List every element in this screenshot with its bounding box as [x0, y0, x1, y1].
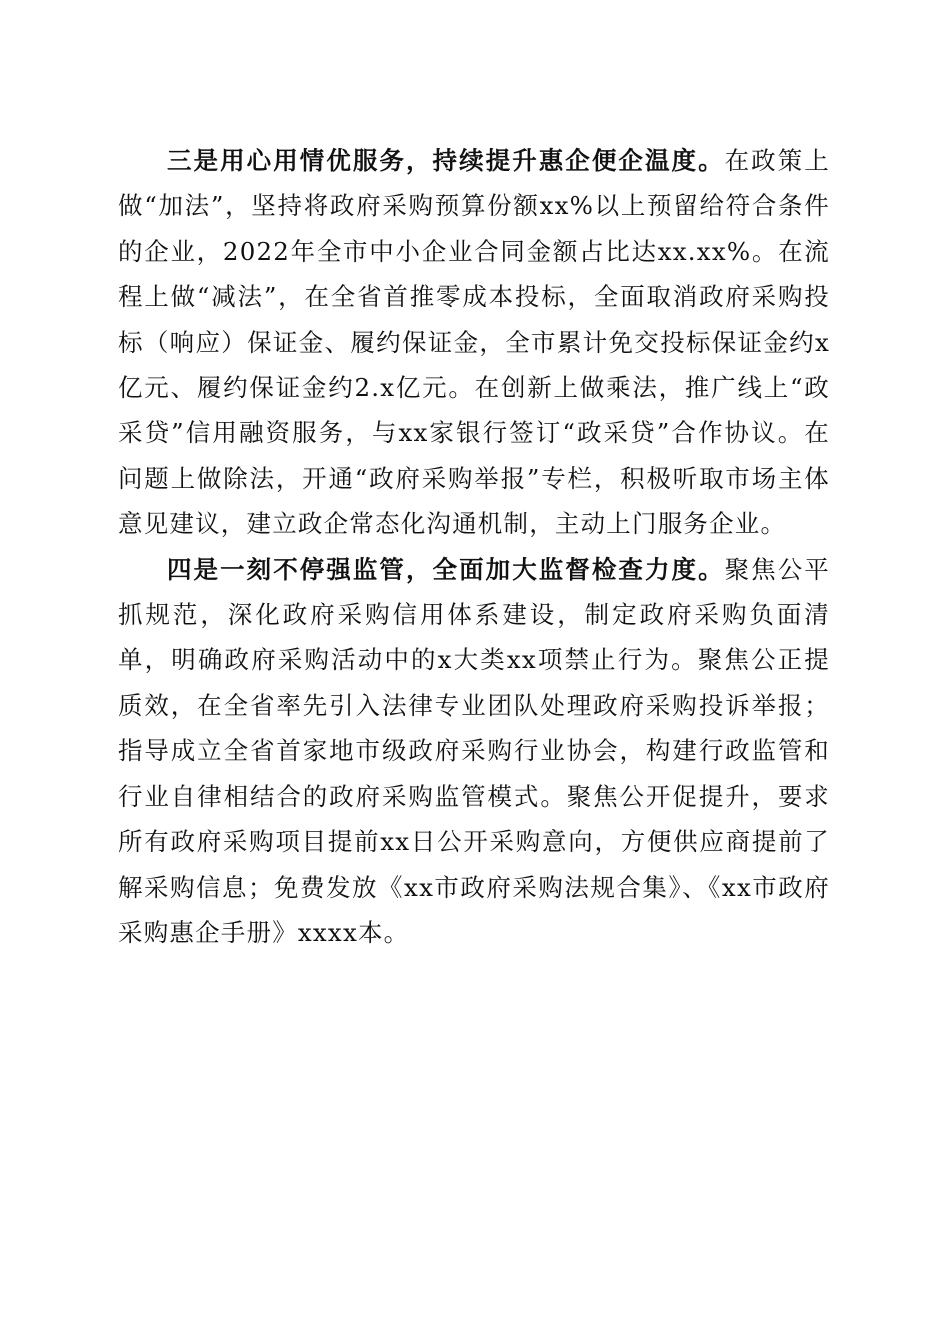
paragraph-heading: 四是一刻不停强监管，全面加大监督检查力度。 [167, 554, 725, 584]
paragraph-text: 聚焦公平抓规范，深化政府采购信用体系建设，制定政府采购负面清单，明确政府采购活动中的x大类xx项禁止行为。聚焦公正提质效，在全省率先引入法律专业团队处理政府采购投诉举报；指导成立全省首家地市级政府采购行业协会，构建行政监管和行业自律相结合的政府采购监管模式。聚焦公开促提升，要求所有政府采购项目提前xx日公开采购意向，方便供应商提前了解采购信息；免费发放《xx市政府采购法规合集》、《xx市政府采购惠企手册》xxxx本。 [118, 554, 830, 947]
paragraph-service [118, 138, 830, 547]
document-body [118, 138, 830, 955]
paragraph-heading: 三是用心用情优服务，持续提升惠企便企温度。 [167, 146, 725, 175]
paragraph-supervision [118, 547, 830, 956]
paragraph-text: 在政策上做“加法”，坚持将政府采购预算份额xx%以上预留给符合条件的企业，2022年全市中小企业合同金额占比达xx.xx%。在流程上做“减法”，在全省首推零成本投标，全面取消政府采购投标（响应）保证金、履约保证金，全市累计免交投标保证金约x亿元、履约保证金约2.x亿元。在创新上做乘法，推广线上“政采贷”信用融资服务，与xx家银行签订“政采贷”合作协议。在问题上做除法，开通“政府采购举报”专栏，积极听取市场主体意见建议，建立政企常态化沟通机制，主动上门服务企业。 [118, 146, 830, 539]
